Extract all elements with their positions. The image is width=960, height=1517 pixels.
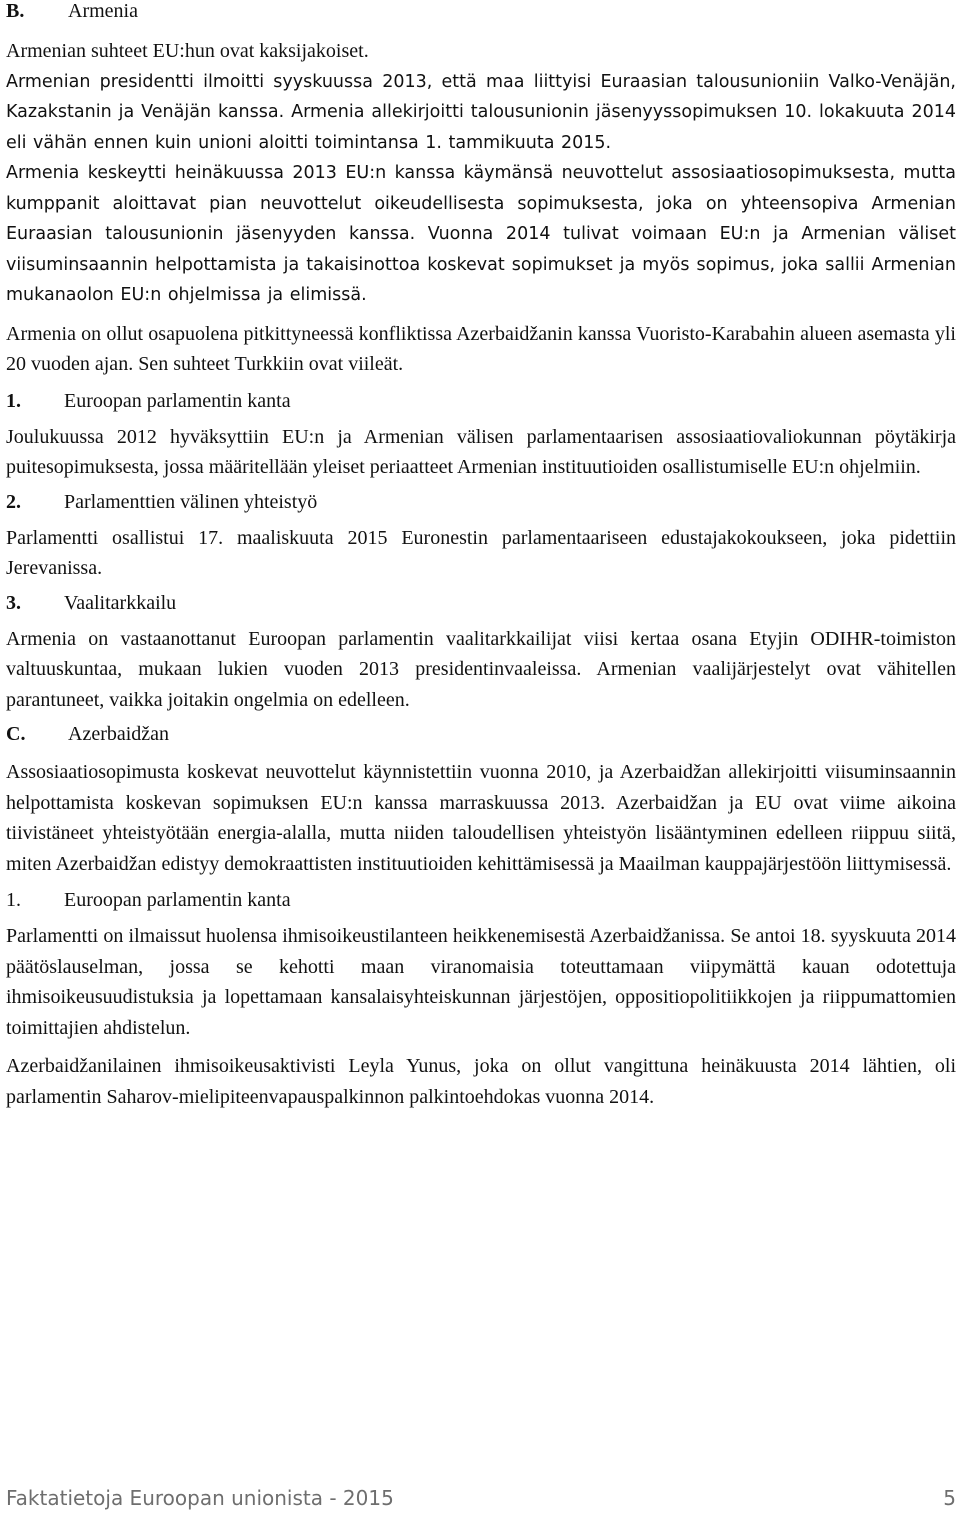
section-title: Azerbaidžan [68,723,170,745]
subsection-title: Vaalitarkkailu [64,591,177,614]
subsection-heading-ep-position-azerbaijan [6,889,956,911]
paragraph-interparliamentary: Parlamentti osallistui 17. maaliskuuta 2015 Euronestin parlamentaariseen edustajakokoukseen, joka pidettiin Jerevanissa. [6,526,956,579]
subsection-number: 2. [6,490,21,513]
paragraph-conflict: Armenia on ollut osapuolena pitkittyneessä konfliktissa Azerbaidžanin kanssa Vuoristo-Karabahin alueen asemasta yli 20 vuoden ajan. Sen suhteet Turkkiin ovat viileät. [6,322,956,375]
section-heading-armenia [6,0,956,22]
subsection-number: 3. [6,591,21,614]
subsection-heading-interparliamentary [6,491,956,513]
footer-title: Faktatietoja Euroopan unionista - 2015 [6,1486,394,1510]
paragraph-association-agreement: Armenia keskeytti heinäkuussa 2013 EU:n kanssa käymänsä neuvottelut assosiaatiosopimuksesta, mutta kumppanit aloittavat pian neuvottelut oikeudellisesta sopimuksesta, joka on yhteensopiva Armenian Euraasian talousunionin jäsenyyden kanssa. Vuonna 2014 tulivat voimaan EU:n ja Armenian väliset viisuminsaannin helpottamista ja takaisinottoa koskevat sopimukset ja myös sopimus, joka sallii Armenian mukanaolon EU:n ohjelmissa ja elimissä. [6,163,956,305]
paragraph-intro: Armenian suhteet EU:hun ovat kaksijakoiset. [6,40,369,62]
section-title: Armenia [68,0,138,22]
subsection-title: Euroopan parlamentin kanta [64,889,291,911]
paragraph-ep-position: Joulukuussa 2012 hyväksyttiin EU:n ja Armenian välisen parlamentaarisen assosiaatiovaliokunnan pöytäkirja puitesopimuksesta, jossa määritellään yleiset periaatteet Armenian instituutioiden osallistumiselle EU:n ohjelmiin. [6,425,956,478]
subsection-number: 1. [6,389,21,412]
section-letter: C. [6,723,26,745]
subsection-heading-ep-position [6,390,956,412]
paragraph-eurasian-union: Armenian presidentti ilmoitti syyskuussa 2013, että maa liittyisi Euraasian talousunioniin Valko-Venäjän, Kazakstanin ja Venäjän kanssa. Armenia allekirjoitti talousunionin jäsenyyssopimuksen 10. lokakuuta 2014 eli vähän ennen kuin unioni aloitti toimintansa 1. tammikuuta 2015. [6,71,956,153]
page-footer [6,1486,956,1510]
page-number: 5 [943,1486,956,1510]
subsection-heading-election-observation [6,592,956,614]
section-heading-azerbaijan [6,723,956,745]
paragraph-human-rights: Parlamentti on ilmaissut huolensa ihmisoikeustilanteen heikkenemisestä Azerbaidžanissa. Se antoi 18. syyskuuta 2014 päätöslauselman, jossa se kehotti maan viranomaisia toteuttamaan viipymättä kauan odotettuja ihmisoikeusuudistuksia ja lopettamaan kansalaisyhteiskunnan järjestöjen, oppositiopolitiikkojen ja riippumattomien toimittajien ahdistelun. [6,925,956,1039]
subsection-title: Parlamenttien välinen yhteistyö [64,490,318,513]
paragraph-election-observation: Armenia on vastaanottanut Euroopan parlamentin vaalitarkkailijat viisi kertaa osana Etyjin ODIHR-toimiston valtuuskuntaa, mukaan lukien vuoden 2013 presidentinvaaleissa. Armenian vaalijärjestelyt ovat vähitellen parantuneet, vaikka joitakin ongelmia on edelleen. [6,627,956,711]
paragraph-azerbaijan-agreement: Assosiaatiosopimusta koskevat neuvottelut käynnistettiin vuonna 2010, ja Azerbaidžan allekirjoitti viisuminsaannin helpottamista koskevan sopimuksen EU:n kanssa marraskuussa 2013. Azerbaidžan ja EU ovat viime aikoina tiivistäneet yhteistyötään energia-alalla, mutta niiden taloudellisen yhteistyön lisääntyminen edelleen riippuu siitä, miten Azerbaidžan edistyy demokraattisten instituutioiden kehittämisessä ja Maailman kauppajärjestöön liittymisessä. [6,761,956,875]
subsection-number: 1. [6,889,21,911]
document-page [6,0,956,1120]
paragraph-leyla-yunus: Azerbaidžanilainen ihmisoikeusaktivisti Leyla Yunus, joka on ollut vangittuna heinäkuusta 2014 lähtien, oli parlamentin Saharov-mielipiteenvapauspalkinnon palkintoehdokas vuonna 2014. [6,1055,956,1108]
section-letter: B. [6,0,25,22]
subsection-title: Euroopan parlamentin kanta [64,389,291,412]
